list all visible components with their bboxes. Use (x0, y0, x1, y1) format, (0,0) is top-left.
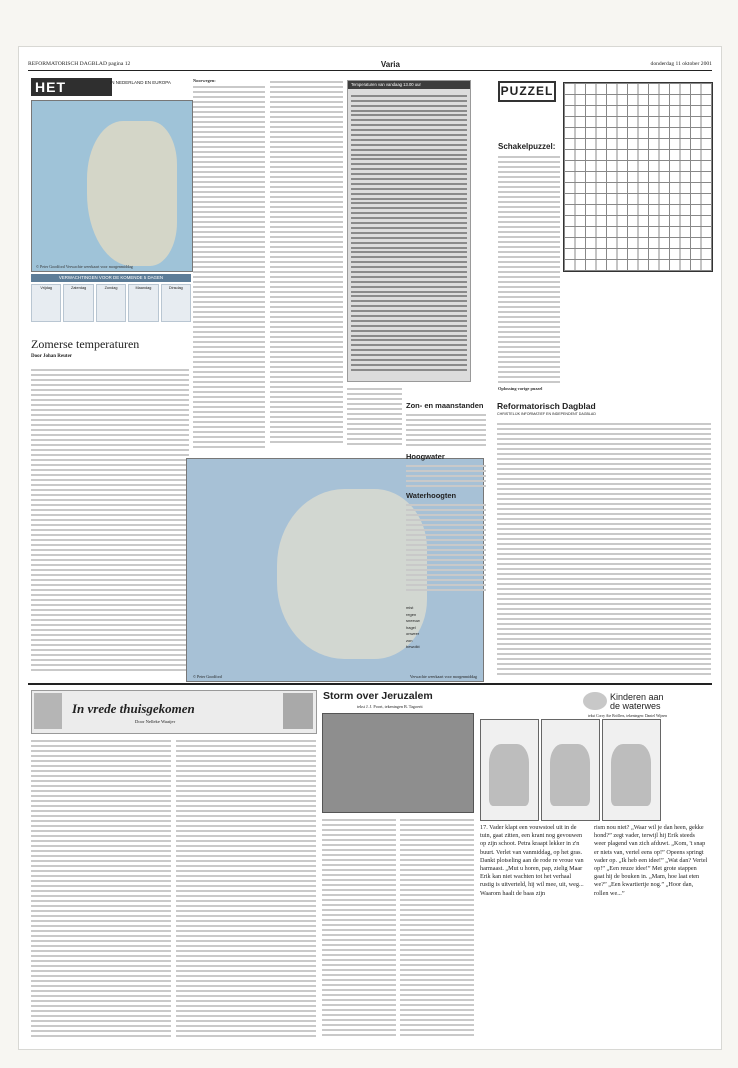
header-left: REFORMATORISCH DAGBLAD pagina 12 (28, 61, 131, 67)
weather-article-byline: Door Johan Reuter (31, 354, 73, 359)
europe-map-caption: © Peter Goodford (193, 674, 222, 679)
serial-column-1 (31, 737, 171, 1042)
weather-logo-sub: IN NEDERLAND EN EUROPA (110, 80, 171, 85)
serial-byline: Door Nelleke Waaijer (135, 719, 176, 724)
weather-europe-text (347, 385, 402, 450)
puzzle-logo: PUZZEL (498, 81, 556, 102)
high-water-title: Hoogwater (406, 452, 445, 461)
kids-strip-panel-1 (480, 719, 539, 821)
weather-article-title: Zomerse temperaturen (31, 337, 140, 351)
kids-byline: tekst Corry Ate Bröllers, tekeningen: Daniel Wijnen (588, 714, 667, 718)
kids-title-line1: Kinderen aan (610, 692, 664, 702)
kids-strip-panel-3 (602, 719, 661, 821)
legend-item: hagel (406, 624, 416, 630)
kids-figure (550, 744, 590, 806)
forecast-bar: VERWACHTINGEN VOOR DE KOMENDE 5 DAGEN (31, 274, 191, 282)
forecast-day: Vrijdag (31, 284, 61, 322)
legend-item: bewolkt (406, 644, 420, 649)
puzzle-clues (498, 153, 560, 393)
puzzle-title: Schakelpuzzel: (498, 142, 556, 151)
section-title: Varia (380, 59, 400, 69)
legend-item: onweer (406, 631, 420, 636)
weather-logo: HET (31, 78, 112, 96)
kids-logo (583, 692, 607, 710)
legend-item: mist (406, 605, 414, 610)
kids-story-column-1 (480, 824, 584, 1042)
high-water-text (406, 462, 486, 489)
water-heights-title: Waterhoogten (406, 491, 457, 500)
weather-map-caption: © Peter Goodford Verwachte weerkaart voor morgenmiddag (36, 264, 133, 269)
forecast-day: Maandag (128, 284, 158, 322)
page-header (28, 58, 712, 71)
europe-landmass (277, 489, 427, 659)
kids-story-column-2 (594, 824, 708, 1042)
serial-illustration-left (34, 693, 62, 729)
water-heights-text (406, 501, 486, 601)
temperature-table (347, 80, 471, 382)
temperature-table-header: Temperaturen van vandaag 13.00 uur (348, 81, 470, 89)
crossword-grid[interactable] (563, 82, 713, 272)
colophon-title: Reformatorisch Dagblad (497, 401, 596, 411)
comic-text-1 (322, 816, 396, 1042)
comic-text-2 (400, 816, 474, 1042)
europe-map-caption-right: Verwachte weerkaart voor morgenmiddag (409, 674, 477, 679)
serial-illustration-right (283, 693, 313, 729)
legend-item: sneeuw (406, 618, 420, 623)
kids-figure (611, 744, 651, 806)
comic-illustration (322, 713, 474, 813)
colophon-body (497, 420, 711, 678)
five-day-forecast (31, 284, 191, 322)
comic-byline: tekst J. J. Poort, tekeningen B. Tagoerit (357, 704, 423, 709)
legend-item: regen (406, 611, 417, 617)
forecast-day: Dinsdag (161, 284, 191, 322)
forecast-day: Zaterdag (63, 284, 93, 322)
weather-region-heading: Noorwegen: (193, 78, 216, 83)
sun-moon-title: Zon- en maanstanden (406, 401, 484, 410)
weather-regions-column-1 (193, 78, 265, 450)
kids-story-text: 17. Vader klapt een vouwstoel uit in de tuin, gaat zitten, een krant nog gevouwen op zijn schoot. Petra kraapt lekker in z'n buurt. Verlet van vanmiddag, op het gras. Dankt plotseling aan de rode re vroue van harmaast. „Mut u horen, pap, zielig Maar Erik kan niet wachten tot het verhaal rustig is uitverteld, hij wil mee, uit, weg... Waarom haalt de baas zijn (480, 824, 584, 897)
kids-story-text: rism nou niet? „Waar wil je dan heen, gekke hond?” zegt vader, terwijl hij Erik steeds weer plagend van zich afduwt. „Kom, 't snap er niets van, vertel eens op!” Opeens springt vader op. „Ik heb een idee!” „Wat dan? Vertel op!” „Een reuze idee!” Met grote stappen gaat hij de bouken in. „Mam, hoe laat eten we?” „Een kwartiertje nog.” „Hoor dan, rollen we...” (594, 824, 708, 897)
section-divider (28, 683, 712, 685)
serial-column-2 (176, 737, 316, 1042)
kids-strip-panel-2 (541, 719, 600, 821)
kids-title-line2: de waterwes (610, 701, 661, 711)
header-date: donderdag 11 oktober 2001 (650, 61, 712, 67)
weather-legend (406, 605, 476, 680)
weather-regions-column-2 (270, 78, 343, 450)
kids-figure (489, 744, 529, 806)
serial-title: In vrede thuisgekomen (72, 701, 195, 716)
weather-map-netherlands (31, 100, 193, 272)
puzzle-solution-label: Oplossing vorige puzzel (498, 386, 543, 391)
legend-item: zon (406, 637, 413, 643)
weather-article-body (31, 366, 189, 678)
sun-moon-text (406, 411, 486, 449)
colophon-subtitle: CHRISTELIJK INFORMATIEF EN INDEPENDENT DAGBLAD (497, 412, 596, 416)
comic-title: Storm over Jeruzalem (323, 690, 433, 702)
netherlands-landmass (87, 121, 177, 266)
kids-title (610, 693, 664, 711)
forecast-day: Zondag (96, 284, 126, 322)
